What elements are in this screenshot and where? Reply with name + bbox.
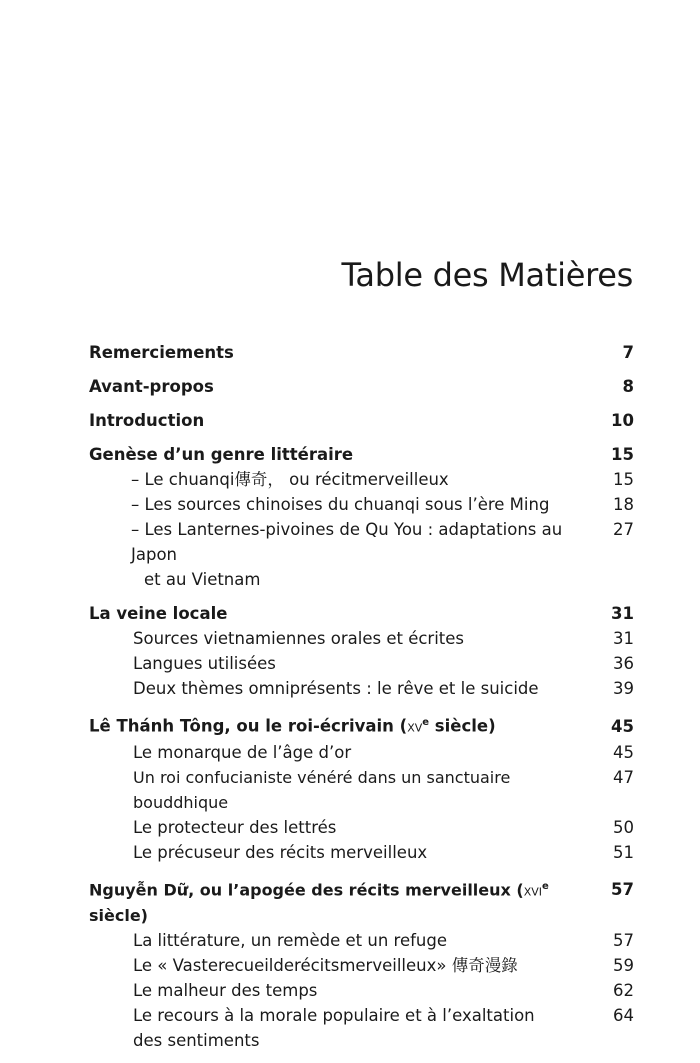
toc-page-number: 47 (613, 767, 634, 787)
toc-page-number: 64 (613, 1005, 634, 1025)
toc-page-number: 7 (622, 343, 634, 362)
century-numeral: xv (407, 717, 423, 736)
toc-entry-avant-propos[interactable] (89, 374, 634, 399)
toc-entry-label (89, 710, 496, 740)
toc-entry-nguyen-du[interactable] (89, 874, 634, 928)
toc-page-number: 45 (613, 742, 634, 762)
toc-page-number: 59 (613, 955, 634, 975)
toc-subentry-label: Un roi confucianiste vénéré dans un sanctuaire bouddhique (133, 767, 511, 812)
century-superscript: e (422, 717, 430, 728)
toc-entry-label-part: Lê Thánh Tông, ou le roi-écrivain ( (89, 716, 408, 736)
toc-page-number: 10 (611, 411, 634, 430)
toc-page-number: 51 (613, 842, 634, 862)
toc-subentry-continuation: des sentiments (133, 1030, 260, 1050)
toc-entry-label-part: siècle) (89, 905, 148, 925)
toc-page-number: 50 (613, 817, 634, 837)
toc-subentry[interactable] (89, 651, 634, 676)
toc-entry-label (89, 874, 601, 928)
toc-subentry[interactable] (89, 1003, 634, 1053)
toc-entry-label: Introduction (89, 411, 205, 430)
toc-subentry[interactable] (89, 840, 634, 865)
toc-entry-veine-locale[interactable] (89, 601, 634, 626)
toc-subentry-label: Le monarque de l’âge d’or (133, 742, 352, 762)
toc-subentry[interactable] (89, 740, 634, 765)
toc-entry-label-part: siècle) (429, 716, 496, 736)
toc-subentry-text (89, 517, 603, 592)
toc-page-number: 57 (613, 930, 634, 950)
toc-group-genese (89, 442, 634, 592)
toc-subentry-label: La littérature, un remède et un refuge (133, 930, 448, 950)
toc-entry-label: La veine locale (89, 604, 228, 623)
toc-subentry-label: – Les Lanternes-pivoines de Qu You : adaptations au Japon (131, 520, 563, 564)
toc-group-veine-locale (89, 601, 634, 701)
toc-page-number: 27 (613, 520, 634, 539)
toc-entry-introduction[interactable] (89, 408, 634, 433)
toc-subentry-continuation: et au Vietnam (144, 570, 261, 589)
toc-subentry[interactable] (89, 467, 634, 492)
toc-subentry[interactable] (89, 676, 634, 701)
toc-subentry-label: Le protecteur des lettrés (133, 817, 337, 837)
toc-subentry-label: Le précuseur des récits merveilleux (133, 842, 428, 862)
toc-subentry-label: – Les sources chinoises du chuanqi sous l’ère Ming (131, 495, 550, 514)
toc-page-number: 18 (613, 495, 634, 514)
toc-page-number: 45 (611, 716, 634, 736)
toc-subentry[interactable] (89, 517, 634, 592)
century-numeral: xvi (523, 880, 543, 899)
toc-group-nguyen-du (89, 874, 634, 1053)
toc-subentry-label: Le recours à la morale populaire et à l’exaltation (133, 1005, 535, 1025)
toc-page-number: 31 (611, 604, 634, 623)
toc-entry-genese[interactable] (89, 442, 634, 467)
toc-subentry-label: Sources vietnamiennes orales et écrites (133, 629, 465, 648)
toc-subentry[interactable] (89, 953, 634, 978)
toc-page-number: 15 (613, 470, 634, 489)
toc-page-number: 39 (613, 679, 634, 698)
toc-page-number: 62 (613, 980, 634, 1000)
toc-entry-remerciements[interactable] (89, 340, 634, 365)
toc-subentry-label: Le « Vasterecueilderécitsmerveilleux» 傳奇漫錄 (133, 955, 518, 975)
toc-subentry[interactable] (89, 626, 634, 651)
toc-page-number: 57 (611, 879, 634, 899)
toc-subentry[interactable] (89, 765, 634, 815)
toc-subentry[interactable] (89, 492, 634, 517)
century-superscript: e (542, 880, 549, 892)
toc-page-number: 36 (613, 654, 634, 673)
toc-subentry-label: Deux thèmes omniprésents : le rêve et le suicide (133, 679, 539, 698)
toc-subentry[interactable] (89, 928, 634, 953)
toc-subentry-text (89, 1003, 535, 1053)
toc-page-number: 8 (622, 377, 634, 396)
toc-page-number: 15 (611, 445, 634, 464)
toc-subentry[interactable] (89, 815, 634, 840)
toc-subentry-label: – Le chuanqi傳奇， ou récitmerveilleux (131, 470, 449, 489)
table-of-contents (89, 340, 634, 1053)
toc-entry-label: Genèse d’un genre littéraire (89, 445, 354, 464)
toc-entry-label: Remerciements (89, 343, 234, 362)
toc-page-number: 31 (613, 629, 634, 648)
toc-entry-label-part: Nguyễn Dữ, ou l’apogée des récits merveilleux ( (89, 879, 524, 899)
page-title: Table des Matières (341, 256, 633, 294)
toc-entry-label: Avant-propos (89, 377, 214, 396)
toc-subentry-label: Le malheur des temps (133, 980, 318, 1000)
toc-entry-le-thanh-tong[interactable] (89, 710, 634, 740)
toc-subentry-label: Langues utilisées (133, 654, 276, 673)
toc-subentry[interactable] (89, 978, 634, 1003)
toc-group-le-thanh-tong (89, 710, 634, 865)
